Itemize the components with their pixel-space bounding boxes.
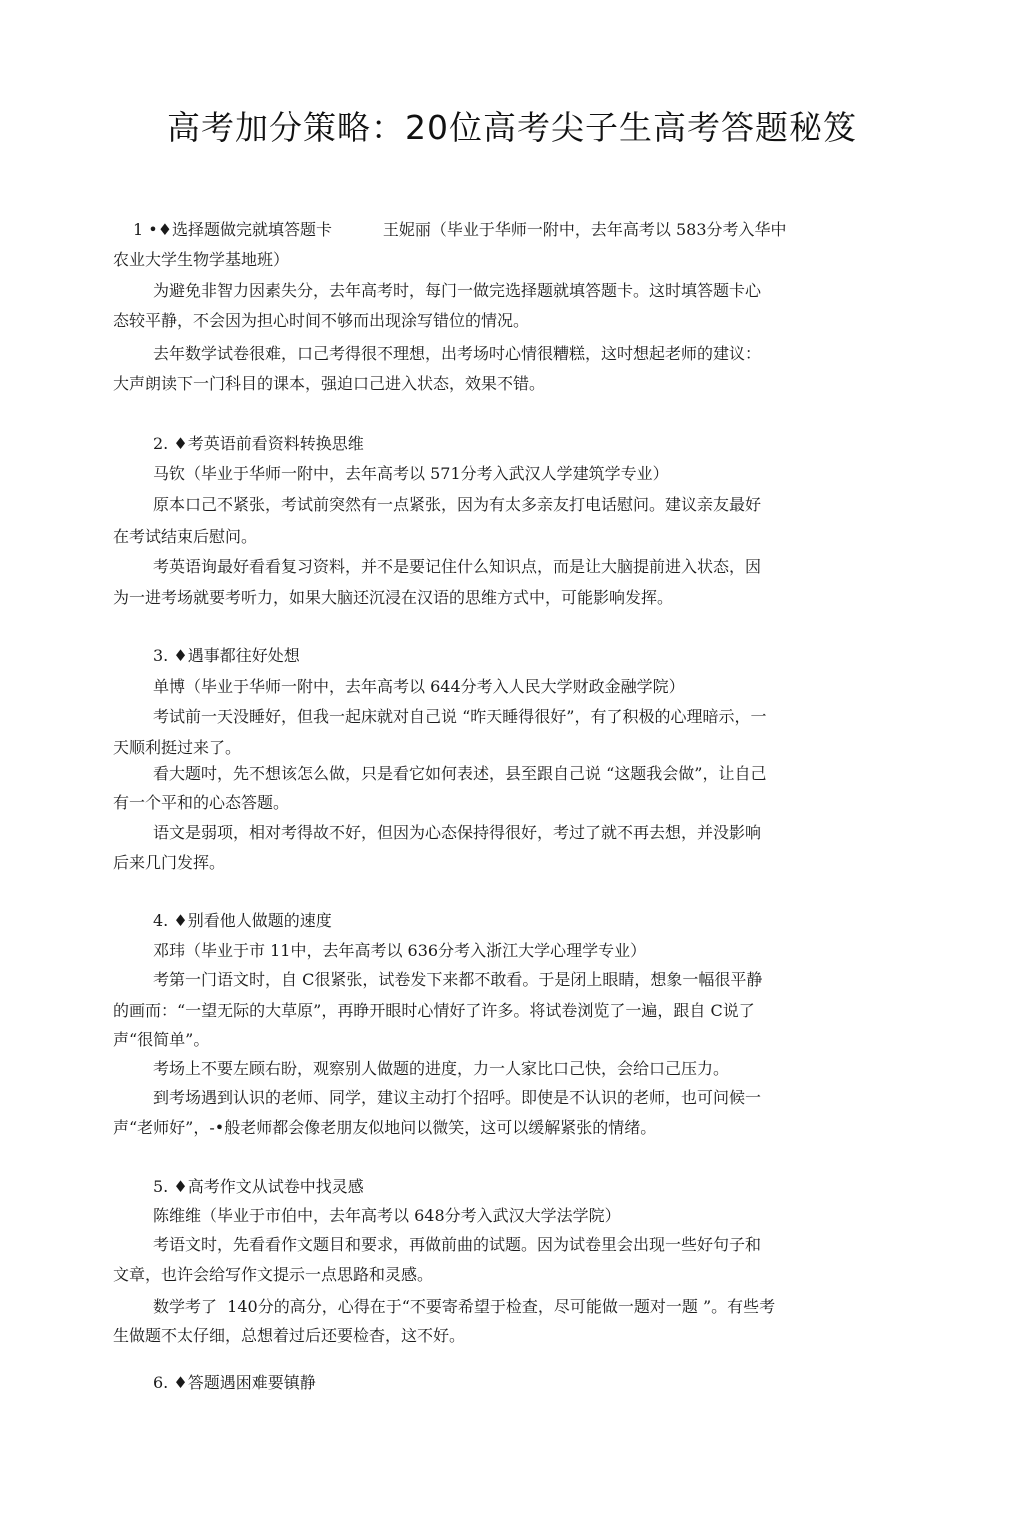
student-info-line: 陈维维（毕业于市伯中，去年高考以 648分考入武汉大学法学院） [153,1206,621,1225]
section-3-heading: 3. ♦遇事都往好处想 [153,646,300,665]
section-4-heading: 4. ♦别看他人做题的速度 [153,911,332,930]
paragraph-line: 的画而：“一望无际的大草原”，再睁开眼时心情好了许多。将试卷浏览了一遍，跟自 C说了 [113,1001,755,1020]
section-1-heading: 1 •♦选择题做完就填答题卡 王妮丽（毕业于华师一附中，去年高考以 583分考入华中 [133,220,787,239]
page-title: 高考加分策略：20位高考尖子生高考答题秘笈 [167,108,857,147]
section-5-heading: 5. ♦高考作文从试卷中找灵感 [153,1177,364,1196]
paragraph-line: 天顺利挺过来了。 [113,738,242,757]
paragraph-line: 文章，也许会给写作文提示一点思路和灵感。 [113,1265,434,1284]
paragraph-line: 态较平静，不会因为担心时间不够而出现涂写错位的情况。 [113,311,530,330]
paragraph-line: 原本口己不紧张，考试前突然有一点紧张，因为有太多亲友打电话慰问。建议亲友最好 [153,495,762,514]
paragraph-line: 声“老师好”，-•般老师都会像老朋友似地问以微笑，这可以缓解紧张的情绪。 [113,1118,657,1137]
paragraph-line: 考英语询最好看看复习资料，并不是要记住什么知识点，而是让大脑提前进入状态，因 [153,557,762,576]
paragraph-line: 为避免非智力因素失分，去年高考时，每门一做完选择题就填答题卡。这时填答题卡心 [153,281,762,300]
paragraph-line: 数学考了 140分的高分，心得在于“不要寄希望于检查，尽可能做一题对一题 ”。有些考 [153,1297,776,1316]
paragraph-line: 在考试结束后慰问。 [113,527,258,546]
paragraph-line: 大声朗读下一门科目的课本，强迫口己进入状态，效果不错。 [113,374,546,393]
paragraph-line: 后来几门发挥。 [113,853,226,872]
paragraph-line: 声“很简单”。 [113,1030,210,1049]
student-info-line: 单博（毕业于华师一附中，去年高考以 644分考入人民大学财政金融学院） [153,677,685,696]
student-info-line: 邓玮（毕业于市 11中，去年高考以 636分考入浙江大学心理学专业） [153,941,647,960]
paragraph-line: 为一进考场就要考听力，如果大脑还沉浸在汉语的思维方式中，可能影响发挥。 [113,588,674,607]
paragraph-line: 农业大学生物学基地班） [113,250,290,269]
section-6-heading: 6. ♦答题遇困难要镇静 [153,1373,316,1392]
paragraph-line: 去年数学试卷很难，口己考得很不理想，出考场吋心情很糟糕，这吋想起老师的建议： [153,344,762,363]
paragraph-line: 考语文时，先看看作文题目和要求，再做前曲的试题。因为试卷里会出现一些好句子和 [153,1235,762,1254]
paragraph-line: 有一个平和的心态答题。 [113,793,290,812]
section-2-heading: 2. ♦考英语前看资料转换思维 [153,434,364,453]
paragraph-line: 生做题不太仔细，总想着过后还要检杳，这不好。 [113,1326,466,1345]
paragraph-line: 考试前一天没睡好，但我一起床就对自己说 “昨天睡得很好”，有了积极的心理暗示，一 [153,707,767,726]
paragraph-line: 看大题吋，先不想该怎么做，只是看它如何表述，县至跟自己说 “这题我会做”，让自己 [153,764,767,783]
paragraph-line: 考第一门语文时，自 C很紧张，试卷发下来都不敢看。于是闭上眼睛，想象一幅很平静 [153,970,763,989]
student-info-line: 马钦（毕业于华师一附中，去年高考以 571分考入武汉人学建筑学专业） [153,464,669,483]
paragraph-line: 考场上不要左顾右盼，观察别人做题的进度，力一人家比口己快，会给口己压力。 [153,1059,730,1078]
paragraph-line: 语文是弱项，相对考得故不好，但因为心态保持得很好，考过了就不再去想，并没影响 [153,823,762,842]
paragraph-line: 到考场遇到认识的老师、同学，建议主动打个招呼。即使是不认识的老师，也可问候一 [153,1088,762,1107]
